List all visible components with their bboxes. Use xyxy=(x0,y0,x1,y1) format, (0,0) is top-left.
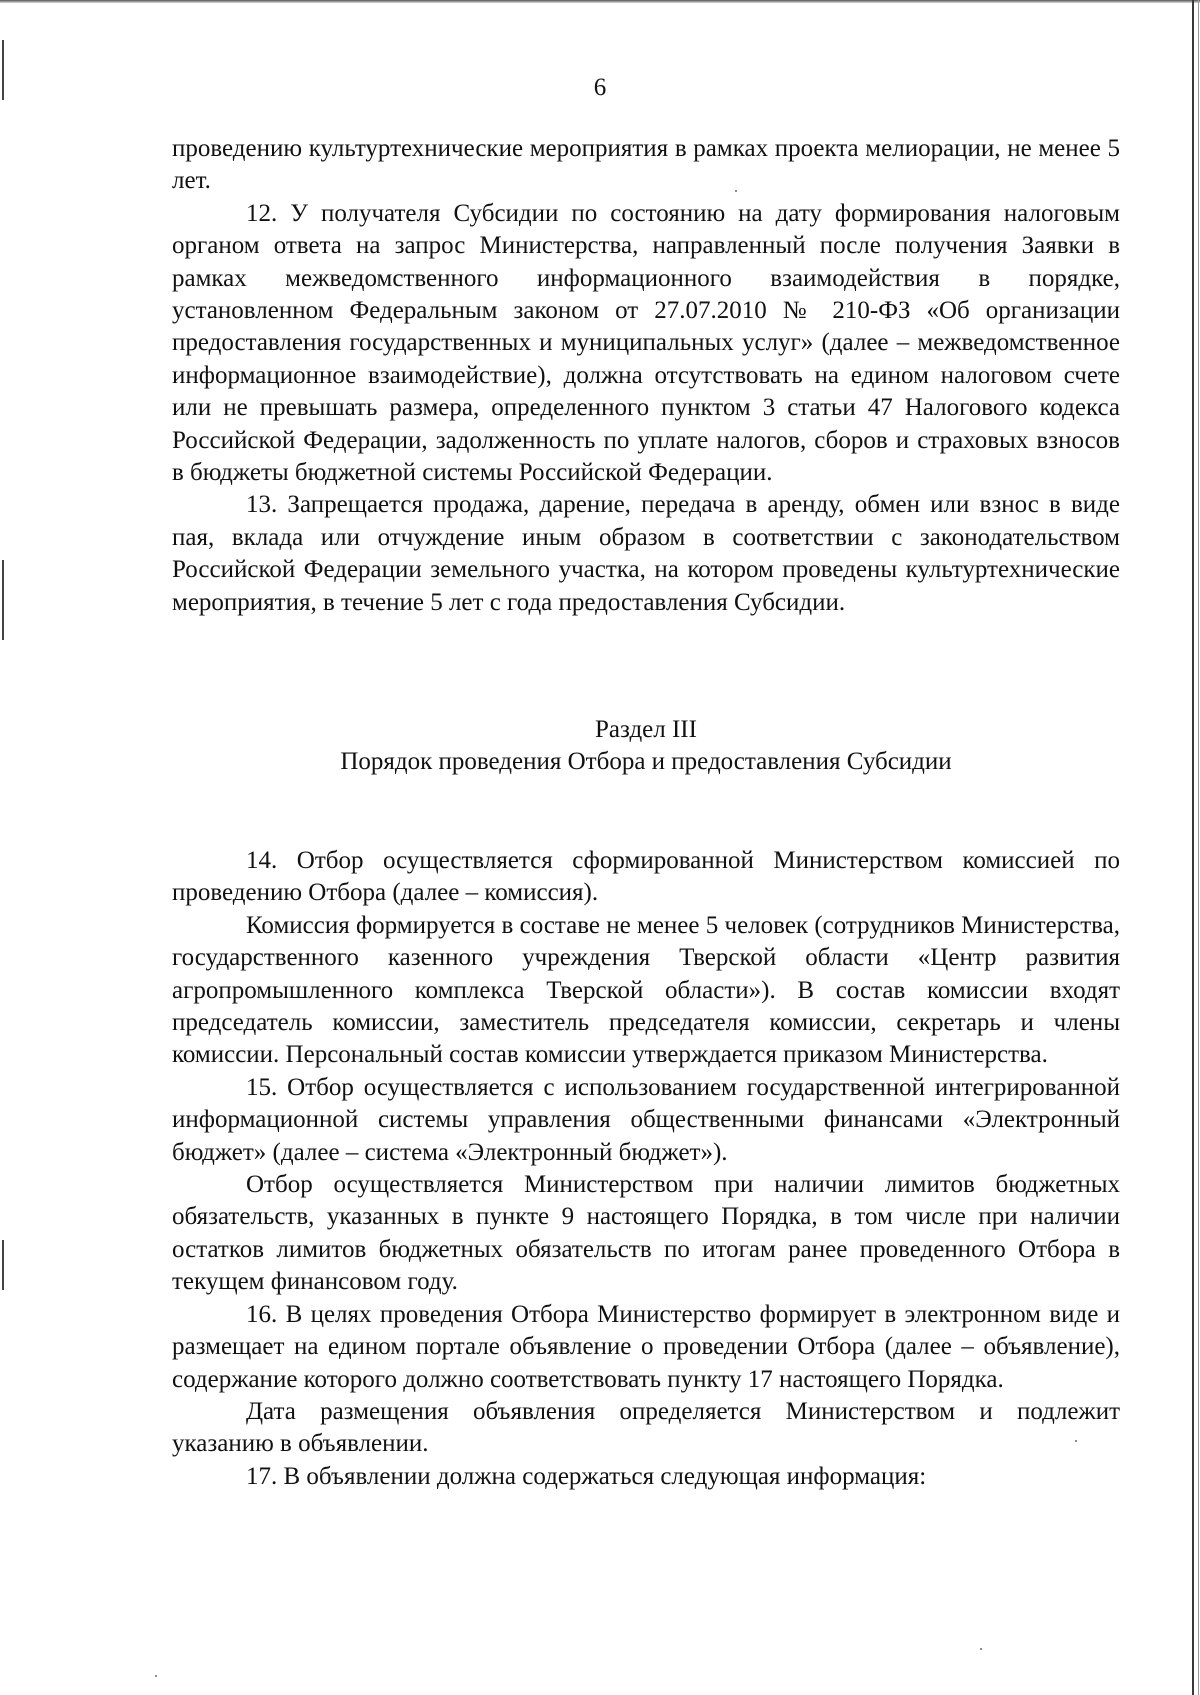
scan-right-edge xyxy=(1192,0,1194,1695)
scan-top-edge xyxy=(0,0,1200,3)
text-block-top xyxy=(172,133,1120,619)
scan-speck xyxy=(155,1675,157,1677)
paragraph-p-15: 15. Отбор осуществляется с использованием государственной интегрированной информационной системы управления общественными финансами «Электронный бюджет» (далее – система «Электронный бюджет»). xyxy=(172,1073,1120,1166)
scan-left-mark xyxy=(2,1240,4,1290)
paragraph-p-16-date: Дата размещения объявления определяется Министерством и подлежит указанию в объявлении. xyxy=(172,1397,1120,1458)
page-number: 6 xyxy=(593,74,607,101)
paragraph-p-17: 17. В объявлении должна содержаться следующая информация: xyxy=(246,1462,927,1490)
section-number: Раздел III xyxy=(595,716,697,743)
scan-speck xyxy=(980,1648,982,1650)
paragraph-p-continuation: проведению культуртехнические мероприятия в рамках проекта мелиорации, не менее 5 лет. xyxy=(172,135,1120,195)
paragraph-p-14-commission: Комиссия формируется в составе не менее 5 человек (сотрудников Министерства, государственного казенного учреждения Тверской области «Центр развития агропромышленного комплекса Тверской области»). В состав комиссии входят председатель комиссии, заместитель председателя комиссии, секретарь и члены комиссии. Персональный состав комиссии утверждается приказом Министерства. xyxy=(172,911,1120,1069)
scan-right-edge-outer xyxy=(1198,0,1199,1695)
paragraph-p-15-limits: Отбор осуществляется Министерством при наличии лимитов бюджетных обязательств, указанных в пункте 9 настоящего Порядка, в том числе при наличии остатков лимитов бюджетных обязательств по итогам ранее проведенного Отбора в текущем финансовом году. xyxy=(172,1171,1120,1296)
scan-left-mark xyxy=(2,560,4,640)
text-block-bottom xyxy=(172,845,1120,1493)
section-title: Порядок проведения Отбора и предоставления Субсидии xyxy=(340,748,952,776)
section-heading xyxy=(172,714,1120,779)
paragraph-p-13: 13. Запрещается продажа, дарение, передача в аренду, обмен или взнос в виде пая, вклада или отчуждение иным образом в соответствии с законодательством Российской Федерации земельного участка, на котором проведены культуртехнические мероприятия, в течение 5 лет с года предоставления Субсидии. xyxy=(172,491,1120,616)
paragraph-p-12: 12. У получателя Субсидии по состоянию на дату формирования налоговым органом ответа на запрос Министерства, направленный после получения Заявки в рамках межведомственного информационного взаимодействия в порядке, установленном Федеральным законом от 27.07.2010 № 210-ФЗ «Об организации предоставления государственных и муниципальных услуг» (далее – межведомственное информационное взаимодействие), должна отсутствовать на едином налоговом счете или не превышать размера, определенного пунктом 3 статьи 47 Налогового кодекса Российской Федерации, задолженность по уплате налогов, сборов и страховых взносов в бюджеты бюджетной системы Российской Федерации. xyxy=(172,199,1120,487)
paragraph-p-14: 14. Отбор осуществляется сформированной Министерством комиссией по проведению Отбора (далее – комиссия). xyxy=(172,847,1120,907)
paragraph-p-16: 16. В целях проведения Отбора Министерство формирует в электронном виде и размещает на едином портале объявление о проведении Отбора (далее – объявление), содержание которого должно соответствовать пункту 17 настоящего Порядка. xyxy=(172,1300,1120,1393)
